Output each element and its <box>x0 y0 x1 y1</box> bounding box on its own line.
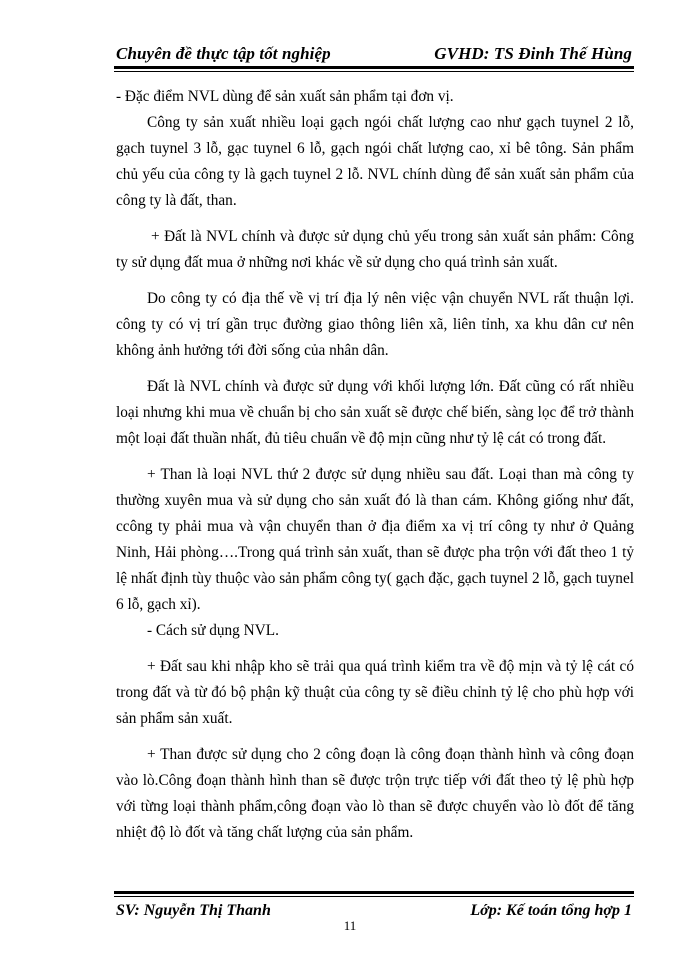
header-advisor: GVHD: TS Đinh Thế Hùng <box>434 44 632 63</box>
footer-student: SV: Nguyễn Thị Thanh <box>116 902 271 919</box>
paragraph-usage-heading: - Cách sử dụng NVL. <box>147 622 279 639</box>
paragraph-soil-usage: + Đất sau khi nhập kho sẽ trải qua quá trình kiểm tra về độ mịn và tỷ lệ cát có trong đất và từ đó bộ phận kỹ thuật của công ty sẽ điều chỉnh tỷ lệ cho phù hợp với sản phẩm sản xuất. <box>116 658 634 727</box>
paragraph-coal-usage: + Than được sử dụng cho 2 công đoạn là công đoạn thành hình và công đoạn vào lò.Công đoạn thành hình than sẽ được trộn trực tiếp với đất theo tỷ lệ phù hợp với từng loại thành phẩm,công đoạn vào lò than sẽ được chuyển vào lò đốt để tăng nhiệt độ lò đốt và tăng chất lượng của sản phẩm. <box>116 746 634 841</box>
footer-class: Lớp: Kế toán tổng hợp 1 <box>470 902 632 919</box>
page-number: 11 <box>343 918 357 933</box>
header-rule-thick <box>114 66 634 69</box>
page-header <box>116 42 632 64</box>
paragraph-coal: + Than là loại NVL thứ 2 được sử dụng nhiều sau đất. Loại than mà công ty thường xuyên mua và sử dụng cho sản xuất đó là than cám. Không giống như đất, ccông ty phải mua và vận chuyển than ở địa điểm xa vị trí công ty như ở Quảng Ninh, Hải phòng….Trong quá trình sản xuất, than sẽ được pha trộn với đất theo 1 tỷ lệ nhất định tùy thuộc vào sản phẩm công ty( gạch đặc, gạch tuynel 2 lỗ, gạch tuynel 6 lỗ, gạch xỉ). <box>116 466 634 613</box>
footer-rule-thin <box>114 896 634 897</box>
footer-rule-thick <box>114 891 634 894</box>
paragraph-material-features-heading: - Đặc điểm NVL dùng để sản xuất sản phẩm tại đơn vị. <box>116 88 454 105</box>
document-body <box>116 84 634 846</box>
paragraph-soil-main-material: + Đất là NVL chính và được sử dụng chủ yếu trong sản xuất sản phẩm: Công ty sử dụng đất mua ở những nơi khác về sử dụng cho quá trình sản xuất. <box>116 228 634 271</box>
header-rule-thin <box>114 71 634 72</box>
paragraph-soil-processing: Đất là NVL chính và được sử dụng với khối lượng lớn. Đất cũng có rất nhiều loại nhưng khi mua về chuẩn bị cho sản xuất sẽ được chế biến, sàng lọc để trở thành một loại đất thuần nhất, đủ tiêu chuẩn về độ mịn cũng như tỷ lệ cát có trong đất. <box>116 378 634 447</box>
paragraph-location: Do công ty có địa thế về vị trí địa lý nên việc vận chuyển NVL rất thuận lợi. công ty có vị trí gần trục đường giao thông liên xã, liên tỉnh, xa khu dân cư nên không ảnh hưởng tới đời sống của nhân dân. <box>116 290 634 359</box>
paragraph-products: Công ty sản xuất nhiều loại gạch ngói chất lượng cao như gạch tuynel 2 lỗ, gạch tuynel 3 lỗ, gạc tuynel 6 lỗ, gạch ngói chất lượng cao, xỉ bê tông. Sản phẩm chủ yếu của công ty là gạch tuynel 2 lỗ. NVL chính dùng để sản xuất sản phẩm của công ty là đất, than. <box>116 114 634 209</box>
header-title: Chuyên đề thực tập tốt nghiệp <box>116 44 331 63</box>
